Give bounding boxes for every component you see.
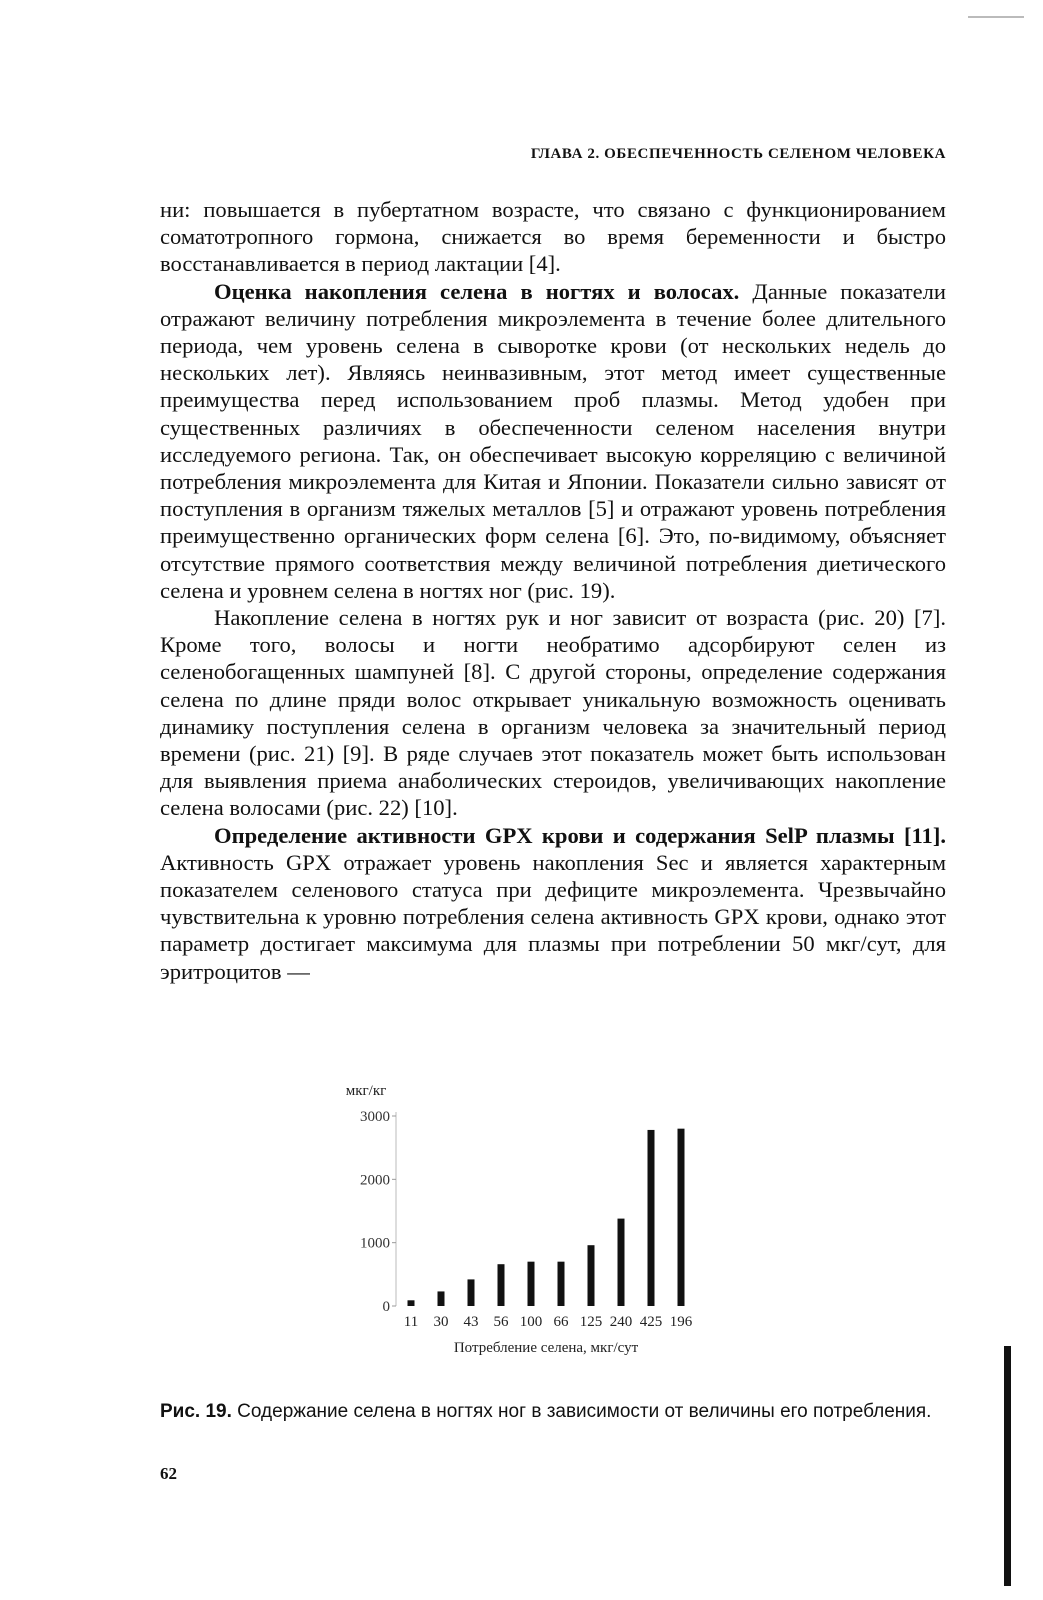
top-edge-rule xyxy=(968,16,1024,18)
paragraph-2-text: Данные показатели отражают величину потребления микроэлемента в течение более длительного периода, чем уровень селена в сыворотке крови (от нескольких недель до нескольких лет). Являясь неинвазивным, этот метод имеет существенные преимущества перед использованием проб плазмы. Метод удобен при существенных различиях в обеспеченности селеном населения внутри исследуемого региона. Так, он обеспечивает высокую корреляцию с величиной потребления микроэлемента для Китая и Японии. Показатели сильно зависят от поступления в организм тяжелых металлов [5] и отражают уровень потребления преимущественно органических форм селена [6]. Это, по-видимому, объясняет отсутствие прямого соответствия между величиной потребления диетического селена и уровнем селена в ногтях ног (рис. 19). xyxy=(160,278,946,603)
running-head: ГЛАВА 2. ОБЕСПЕЧЕННОСТЬ СЕЛЕНОМ ЧЕЛОВЕКА xyxy=(530,146,946,162)
paragraph-4 xyxy=(160,822,946,985)
y-tick-label-3: 3000 xyxy=(360,1109,390,1125)
bar-5 xyxy=(558,1262,565,1306)
x-axis-label: Потребление селена, мкг/сут xyxy=(453,1340,639,1356)
x-tick-label-8: 425 xyxy=(639,1314,663,1330)
paragraph-1-text: ни: повышается в пубертатном возрасте, что связано с функционированием соматотропного гормона, снижается во время беременности и быстро восстанавливается в период лактации [4]. xyxy=(160,197,946,277)
x-tick-label-6: 125 xyxy=(579,1314,603,1330)
bar-7 xyxy=(618,1219,625,1306)
bar-4 xyxy=(528,1262,535,1306)
x-tick-label-7: 240 xyxy=(609,1314,633,1330)
x-tick-label-4: 100 xyxy=(519,1314,543,1330)
x-tick-label-5: 66 xyxy=(553,1314,569,1330)
bar-1 xyxy=(438,1291,445,1306)
x-tick-label-0: 11 xyxy=(403,1314,419,1330)
x-tick-label-1: 30 xyxy=(433,1314,449,1330)
caption-label: Рис. 19. xyxy=(160,1401,232,1422)
y-tick-label-2: 2000 xyxy=(360,1172,390,1189)
y-tick-label-0: 0 xyxy=(382,1299,390,1315)
x-tick-label-9: 196 xyxy=(669,1314,693,1330)
figure-19-chart xyxy=(330,1082,730,1382)
scan-margin-mark xyxy=(1004,1346,1011,1586)
paragraph-4-text: Активность GPX отражает уровень накопления Sec и является характерным показателем селенового статуса при дефиците микроэлемента. Чрезвычайно чувствительна к уровню потребления селена активность GPX крови, однако этот параметр достигает максимума для плазмы при потреблении 50 мкг/сут, для эритроцитов — xyxy=(160,849,946,984)
paragraph-2 xyxy=(160,278,946,604)
paragraph-4-heading: Определение активности GPX крови и содержания SelP плазмы [11]. xyxy=(214,822,946,848)
caption-text: Содержание селена в ногтях ног в зависимости от величины его потребления. xyxy=(231,1401,932,1422)
figure-caption xyxy=(160,1396,946,1427)
bar-9 xyxy=(678,1129,685,1306)
bar-2 xyxy=(468,1279,475,1306)
x-tick-label-3: 56 xyxy=(493,1314,509,1330)
paragraph-3-text: Накопление селена в ногтях рук и ног зависит от возраста (рис. 20) [7]. Кроме того, волосы и ногти необратимо адсорбируют селен из селенобогащенных шампуней [8]. С другой стороны, определение содержания селена по длине пряди волос открывает уникальную возможность оценивать динамику поступления селена в организм человека за значительный период времени (рис. 21) [9]. В ряде случаев этот показатель может быть использован для выявления приема анаболических стероидов, увеличивающих накопление селена волосами (рис. 22) [10]. xyxy=(160,605,946,821)
bar-chart xyxy=(330,1082,730,1382)
body-text xyxy=(160,196,946,985)
page-number: 62 xyxy=(160,1464,177,1483)
paragraph-3 xyxy=(160,604,946,822)
y-tick-label-1: 1000 xyxy=(360,1235,390,1252)
bar-0 xyxy=(408,1300,415,1306)
bar-6 xyxy=(588,1245,595,1306)
x-tick-label-2: 43 xyxy=(463,1314,479,1330)
y-axis-label: мкг/кг xyxy=(345,1083,387,1099)
paragraph-1 xyxy=(160,196,946,278)
bar-8 xyxy=(648,1130,655,1306)
paragraph-2-heading: Оценка накопления селена в ногтях и волосах. xyxy=(214,278,740,304)
bar-3 xyxy=(498,1264,505,1306)
